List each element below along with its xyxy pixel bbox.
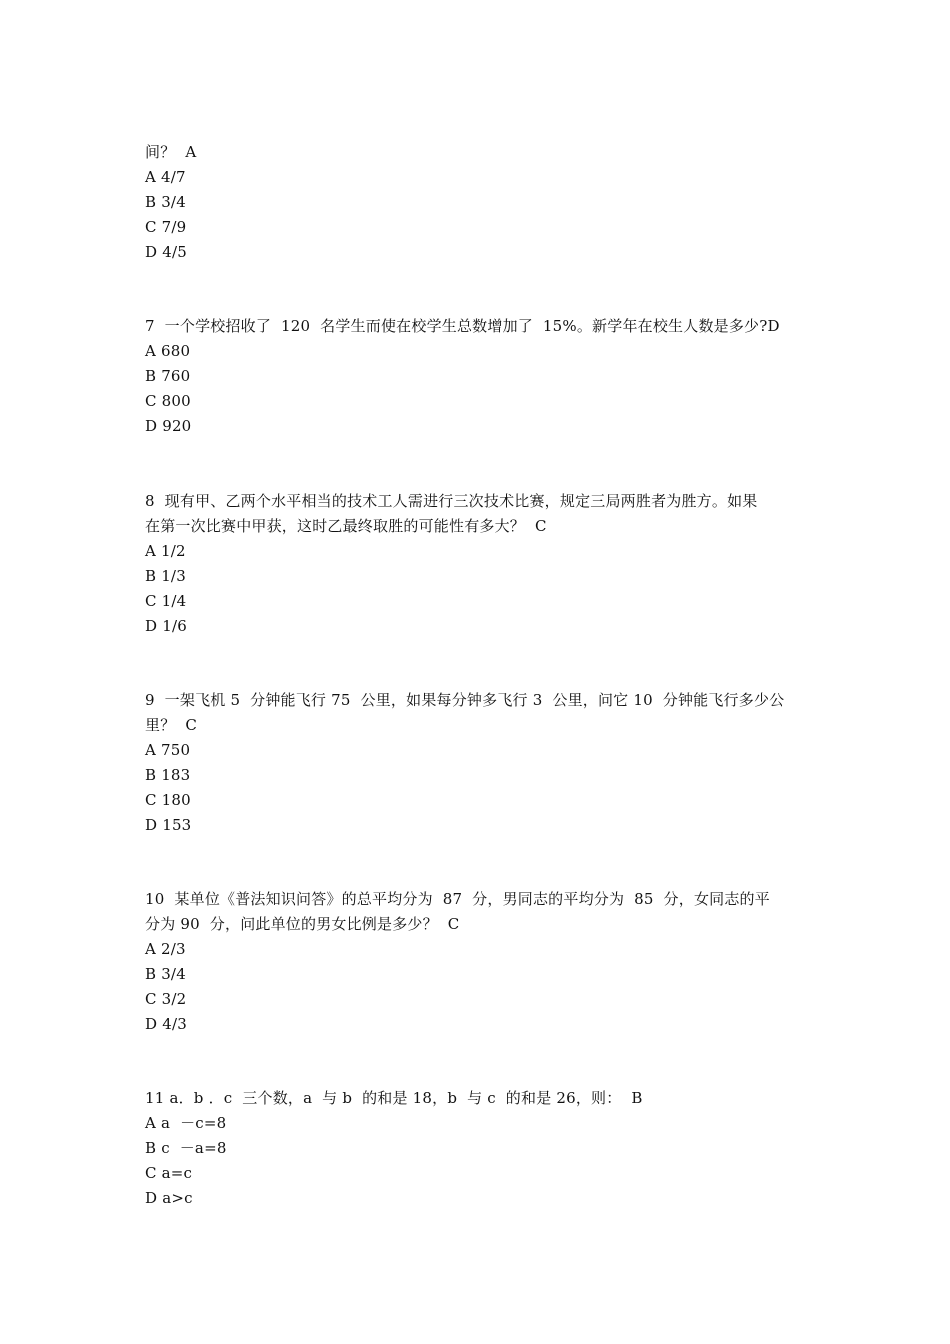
question-8-text-line1: 8 现有甲、乙两个水平相当的技术工人需进行三次技术比赛，规定三局两胜者为胜方。如果 (145, 492, 758, 510)
option-b: B 3/4 (145, 193, 186, 211)
option-b: B 3/4 (145, 965, 186, 983)
option-c: C 180 (145, 791, 191, 809)
option-c: C 1/4 (145, 592, 187, 610)
option-d: D 4/5 (145, 243, 187, 261)
option-a: A 2/3 (145, 940, 186, 958)
question-8-text-line2: 在第一次比赛中甲获，这时乙最终取胜的可能性有多大？ C (145, 517, 547, 535)
option-b: B 1/3 (145, 567, 186, 585)
question-9-text-line1: 9 一架飞机 5 分钟能飞行 75 公里，如果每分钟多飞行 3 公里，问它 10 分钟能飞行多少公 (145, 691, 785, 709)
option-a: A a －c=8 (145, 1114, 227, 1132)
option-d: D 4/3 (145, 1015, 187, 1033)
option-b: B c －a=8 (145, 1139, 227, 1157)
option-a: A 4/7 (145, 168, 186, 186)
option-d: D 153 (145, 816, 192, 834)
question-10-text-line2: 分为 90 分，问此单位的男女比例是多少？ C (145, 915, 460, 933)
question-6-tail: 间？ A (145, 143, 197, 161)
option-a: A 1/2 (145, 542, 186, 560)
question-10-text-line1: 10 某单位《普法知识问答》的总平均分为 87 分，男同志的平均分为 85 分，女同志的平 (145, 890, 770, 908)
option-c: C 3/2 (145, 990, 187, 1008)
question-11-text: 11 a．b ．c 三个数，a 与 b 的和是 18，b 与 c 的和是 26，则： B (145, 1089, 643, 1107)
option-b: B 183 (145, 766, 191, 784)
option-c: C 800 (145, 392, 191, 410)
question-9-text-line2: 里？ C (145, 716, 198, 734)
option-d: D 920 (145, 417, 192, 435)
option-b: B 760 (145, 367, 191, 385)
option-a: A 680 (145, 342, 191, 360)
option-d: D a>c (145, 1189, 193, 1207)
option-a: A 750 (145, 741, 191, 759)
option-c: C 7/9 (145, 218, 187, 236)
question-7-text: 7 一个学校招收了 120 名学生而使在校学生总数增加了 15%。新学年在校生人数是多少?D (145, 317, 780, 335)
option-d: D 1/6 (145, 617, 187, 635)
option-c: C a=c (145, 1164, 193, 1182)
